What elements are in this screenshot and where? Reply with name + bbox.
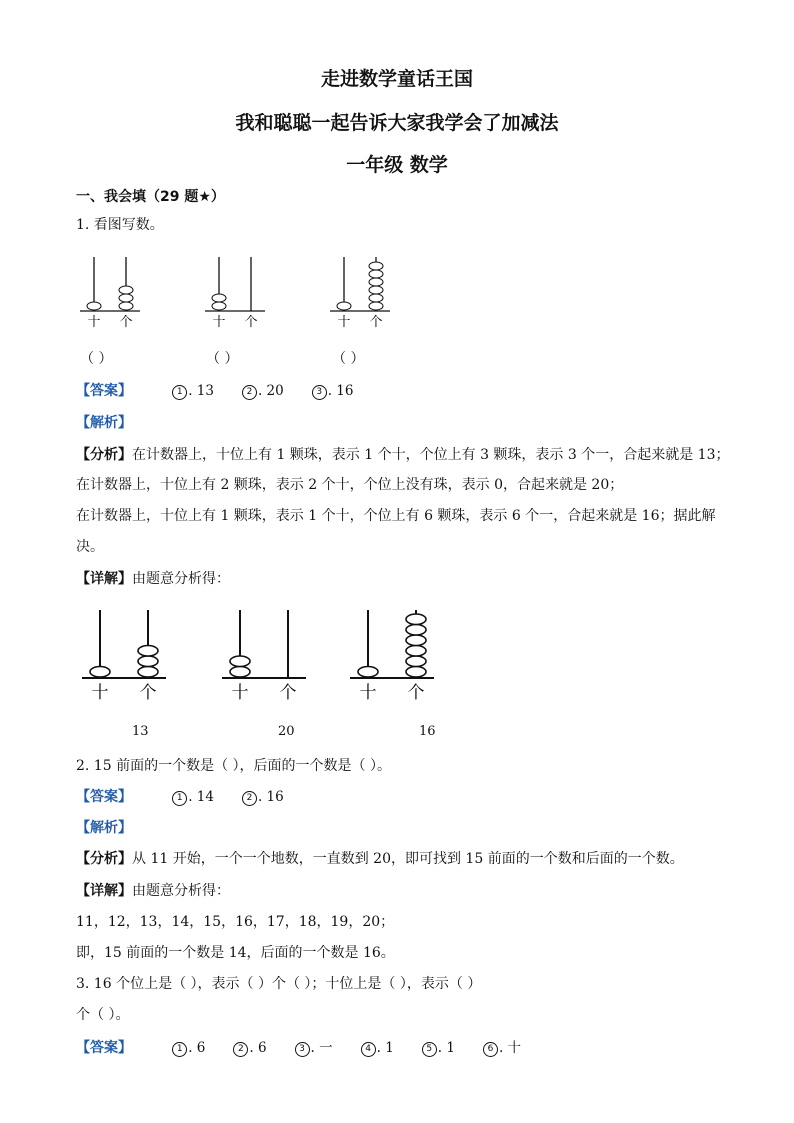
circled-number: 1 [172, 1042, 187, 1057]
q3-prompt-line-1: 3. 16 个位上是（ ），表示（ ）个（ ）；十位上是（ ），表示（ ） [76, 976, 482, 992]
abacus-1 [82, 610, 166, 703]
ones-label: 个 [119, 315, 133, 330]
ones-bead [369, 286, 383, 294]
ones-bead [119, 302, 133, 310]
ones-bead [406, 646, 426, 657]
ones-bead [406, 614, 426, 625]
answer-value: . 6 [249, 1040, 267, 1056]
q1-abacus-figures [0, 248, 794, 338]
q1-detail-abacus-figures [0, 604, 794, 704]
ones-label: 个 [139, 683, 157, 703]
tens-label: 十 [212, 315, 226, 330]
ones-label: 个 [369, 315, 383, 330]
answer-value: . 20 [257, 383, 284, 399]
detail-value-2: 20 [278, 724, 295, 739]
q2-answers [172, 789, 312, 805]
q1-answer-3 [312, 383, 354, 400]
q3-answer-4 [361, 1040, 394, 1057]
document-title: 走进数学童话王国 [320, 68, 473, 90]
tens-bead [230, 667, 250, 678]
ones-bead [406, 635, 426, 646]
q1-analysis-line-1 [76, 444, 730, 464]
document-subtitle: 我和聪聪一起告诉大家我学会了加减法 [235, 112, 559, 134]
analysis-text: 在计数器上，十位上有 1 颗珠，表示 1 个十，个位上有 3 颗珠，表示 3 个一，合起来就是 13； [132, 447, 730, 463]
q3-answer-row [76, 1036, 549, 1057]
circled-number: 3 [295, 1042, 310, 1057]
tens-label: 十 [87, 315, 101, 330]
q1-answers [172, 383, 381, 399]
q1-answer-1 [172, 383, 214, 400]
ones-bead [369, 278, 383, 286]
ones-bead [406, 625, 426, 636]
q3-answer-6 [483, 1036, 521, 1057]
circled-number: 2 [233, 1042, 248, 1057]
tens-bead [230, 656, 250, 667]
ones-bead [369, 294, 383, 302]
q1-blank-3: （ ） [332, 351, 365, 367]
q2-answer-2 [242, 789, 284, 806]
tens-label: 十 [359, 683, 377, 703]
tens-bead [358, 667, 378, 678]
q1-answer-2 [242, 383, 284, 400]
answer-value: . 6 [188, 1040, 206, 1056]
q3-answers [172, 1040, 549, 1056]
circled-number: 5 [422, 1042, 437, 1057]
q1-analysis-line-4: 决。 [76, 539, 104, 555]
tens-bead [212, 294, 226, 302]
ones-bead [406, 656, 426, 667]
circled-number: 1 [172, 791, 187, 806]
q1-analysis-line-3: 在计数器上，十位上有 1 颗珠，表示 1 个十，个位上有 6 颗珠，表示 6 个一，合起来就是 16；据此解 [76, 508, 716, 524]
ones-bead [406, 667, 426, 678]
analysis-text: 从 11 开始，一个一个地数，一直数到 20，即可找到 15 前面的一个数和后面的一个数。 [132, 851, 684, 867]
ones-label: 个 [279, 683, 297, 703]
answer-value: . 十 [498, 1040, 522, 1056]
answer-tag: 【答案】 [76, 789, 132, 805]
q2-answer-1 [172, 789, 214, 806]
q2-analysis-line [76, 848, 684, 868]
answer-value: . 一 [310, 1040, 333, 1056]
ones-bead [369, 302, 383, 310]
q2-answer-row [76, 786, 312, 806]
circled-number: 6 [483, 1042, 498, 1057]
section-heading: 一、我会填（29 题★） [76, 189, 225, 205]
tens-label: 十 [231, 683, 249, 703]
detail-label: 【详解】 [76, 883, 132, 899]
abacus-1 [80, 257, 140, 330]
q2-detail-line-2: 即，15 前面的一个数是 14，后面的一个数是 16。 [76, 945, 395, 961]
answer-value: . 16 [327, 383, 354, 399]
q2-detail-line-1: 11，12，13，14，15，16，17，18，19，20； [76, 914, 395, 930]
tens-bead [87, 302, 101, 310]
answer-value: . 1 [376, 1040, 394, 1056]
q1-blank-2: （ ） [206, 351, 239, 367]
analysis-tag: 【解析】 [76, 415, 132, 431]
answer-tag: 【答案】 [76, 1040, 132, 1056]
ones-bead [138, 656, 158, 667]
circled-number: 2 [242, 385, 257, 400]
ones-bead [138, 667, 158, 678]
q2-prompt: 2. 15 前面的一个数是（ ），后面的一个数是（ ）。 [76, 758, 391, 774]
ones-bead [138, 646, 158, 657]
abacus-2 [222, 610, 306, 703]
answer-tag: 【答案】 [76, 383, 132, 399]
abacus-3 [330, 257, 390, 330]
q3-answer-3 [295, 1036, 333, 1057]
tens-bead [90, 667, 110, 678]
ones-bead [369, 262, 383, 270]
detail-value-3: 16 [419, 724, 436, 739]
circled-number: 3 [312, 385, 327, 400]
ones-bead [369, 270, 383, 278]
abacus-3 [350, 610, 434, 703]
q1-prompt: 1. 看图写数。 [76, 217, 164, 233]
circled-number: 2 [242, 791, 257, 806]
q3-prompt-line-2: 个（ ）。 [76, 1007, 130, 1023]
detail-label: 【详解】 [76, 571, 132, 587]
answer-value: . 14 [188, 789, 214, 805]
q2-detail-line [76, 880, 230, 900]
tens-bead [337, 302, 351, 310]
detail-text: 由题意分析得： [132, 883, 230, 899]
grade-subject-title: 一年级 数学 [346, 154, 448, 176]
answer-value: . 1 [437, 1040, 455, 1056]
ones-label: 个 [407, 683, 425, 703]
tens-bead [212, 302, 226, 310]
q1-blank-1: （ ） [80, 351, 113, 367]
q1-analysis-line-2: 在计数器上，十位上有 2 颗珠，表示 2 个十，个位上没有珠，表示 0，合起来就是 20； [76, 477, 624, 493]
detail-value-1: 13 [132, 724, 149, 739]
detail-text: 由题意分析得： [132, 571, 230, 587]
analysis-label: 【分析】 [76, 851, 132, 867]
abacus-2 [205, 257, 265, 330]
q1-detail-line [76, 568, 230, 588]
tens-label: 十 [337, 315, 351, 330]
ones-bead [119, 294, 133, 302]
ones-bead [119, 286, 133, 294]
circled-number: 4 [361, 1042, 376, 1057]
q3-answer-5 [422, 1040, 455, 1057]
q3-answer-2 [233, 1040, 266, 1057]
circled-number: 1 [172, 385, 187, 400]
q3-answer-1 [172, 1040, 205, 1057]
analysis-label: 【分析】 [76, 447, 132, 463]
ones-label: 个 [244, 315, 258, 330]
tens-label: 十 [91, 683, 109, 703]
answer-value: . 16 [257, 789, 284, 805]
q1-answer-row [76, 380, 381, 400]
answer-value: . 13 [188, 383, 214, 399]
analysis-tag: 【解析】 [76, 820, 132, 836]
